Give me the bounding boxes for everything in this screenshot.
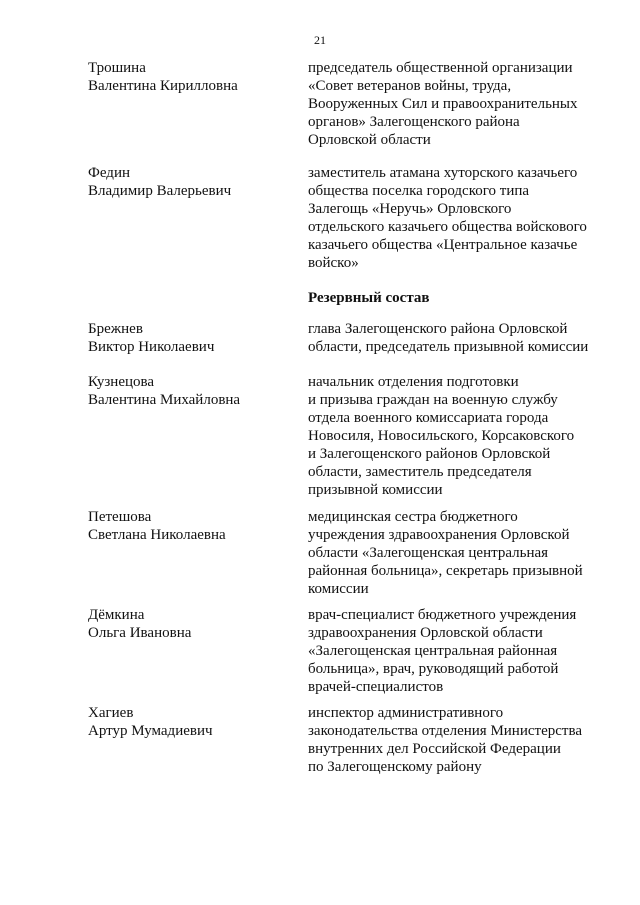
role-line: врач-специалист бюджетного учреждения (308, 607, 577, 623)
member-name (88, 59, 298, 95)
role-line: Новосиля, Новосильского, Корсаковского (308, 428, 575, 444)
role-line: «Совет ветеранов войны, труда, (308, 78, 512, 94)
role-line: внутренних дел Российской Федерации (308, 741, 561, 757)
surname: Хагиев (88, 705, 134, 721)
role-line: области «Залегощенская центральная (308, 545, 549, 561)
member-name (88, 320, 298, 356)
role-line: по Залегощенскому району (308, 759, 482, 775)
given-names: Валентина Кирилловна (88, 78, 238, 94)
role-line: председатель общественной организации (308, 60, 573, 76)
role-line: глава Залегощенского района Орловской (308, 321, 568, 337)
role-line: Залегощь «Неручь» Орловского (308, 201, 512, 217)
given-names: Светлана Николаевна (88, 527, 226, 543)
member-name (88, 373, 298, 409)
role-line: органов» Залегощенского района (308, 114, 520, 130)
role-line: и Залегощенского районов Орловской (308, 446, 551, 462)
surname: Кузнецова (88, 374, 155, 390)
role-line: учреждения здравоохранения Орловской (308, 527, 570, 543)
surname: Брежнев (88, 321, 143, 337)
member-name (88, 164, 298, 200)
member-role (308, 508, 608, 598)
role-line: инспектор административного (308, 705, 504, 721)
role-line: отдела военного комиссариата города (308, 410, 549, 426)
role-line: Орловской области (308, 132, 431, 148)
surname: Дёмкина (88, 607, 145, 623)
page-number: 21 (314, 33, 326, 47)
given-names: Виктор Николаевич (88, 339, 215, 355)
role-line: больница», врач, руководящий работой (308, 661, 559, 677)
role-line: здравоохранения Орловской области (308, 625, 543, 641)
member-role (308, 704, 608, 776)
role-line: «Залегощенская центральная районная (308, 643, 558, 659)
member-role (308, 164, 608, 272)
given-names: Владимир Валерьевич (88, 183, 232, 199)
member-role (308, 320, 608, 356)
member-name (88, 606, 298, 642)
role-line: врачей-специалистов (308, 679, 444, 695)
role-line: законодательства отделения Министерства (308, 723, 582, 739)
role-line: отдельского казачьего общества войскового (308, 219, 587, 235)
role-line: казачьего общества «Центральное казачье (308, 237, 578, 253)
given-names: Валентина Михайловна (88, 392, 241, 408)
role-line: заместитель атамана хуторского казачьего (308, 165, 578, 181)
role-line: начальник отделения подготовки (308, 374, 519, 390)
role-line: медицинская сестра бюджетного (308, 509, 518, 525)
role-line: войско» (308, 255, 359, 271)
role-line: комиссии (308, 581, 369, 597)
surname: Федин (88, 165, 130, 181)
section-heading-reserve: Резервный состав (308, 290, 430, 306)
given-names: Артур Мумадиевич (88, 723, 213, 739)
role-line: области, председатель призывной комиссии (308, 339, 589, 355)
surname: Петешова (88, 509, 152, 525)
surname: Трошина (88, 60, 146, 76)
role-line: призывной комиссии (308, 482, 443, 498)
role-line: области, заместитель председателя (308, 464, 532, 480)
role-line: и призыва граждан на военную службу (308, 392, 558, 408)
member-role (308, 59, 608, 149)
member-name (88, 704, 298, 740)
member-name (88, 508, 298, 544)
role-line: общества поселка городского типа (308, 183, 530, 199)
role-line: Вооруженных Сил и правоохранительных (308, 96, 578, 112)
given-names: Ольга Ивановна (88, 625, 192, 641)
member-role (308, 606, 608, 696)
member-role (308, 373, 608, 499)
role-line: районная больница», секретарь призывной (308, 563, 583, 579)
